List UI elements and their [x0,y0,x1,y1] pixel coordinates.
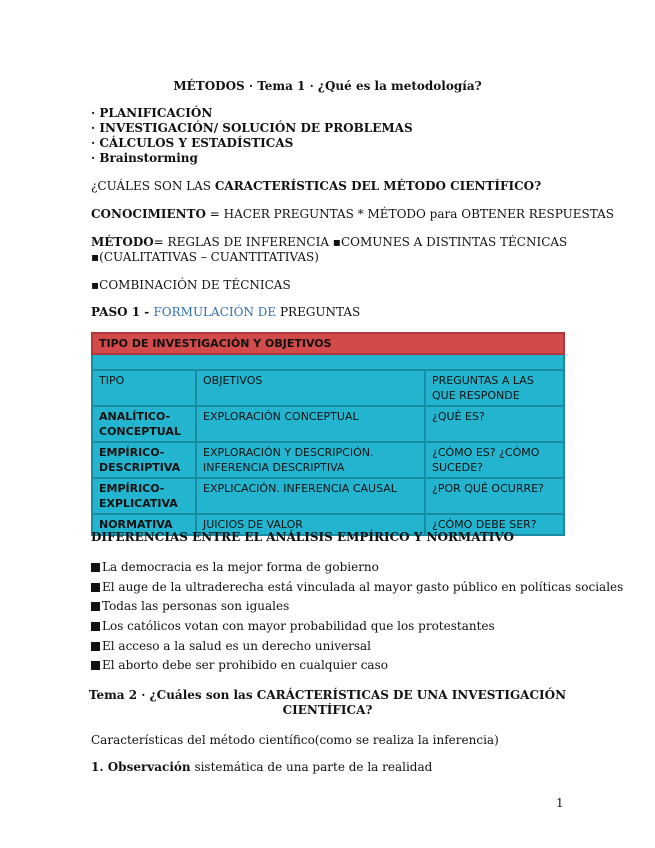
intro-item-3: · CÁLCULOS Y ESTADÍSTICAS [91,136,294,150]
column-header-objetivos: OBJETIVOS [196,370,425,406]
observacion-number: 1. [91,760,108,774]
cell-tipo: EMPÍRICO-EXPLICATIVA [92,478,196,514]
table-row [92,442,564,478]
metodo-label: MÉTODO [91,235,154,249]
cell-objetivos: EXPLORACIÓN Y DESCRIPCIÓN. INFERENCIA DESCRIPTIVA [196,442,425,478]
table-column-row [92,370,564,406]
tema2-heading-line-2: CIENTÍFICA? [282,703,373,717]
observacion-text: sistemática de una parte de la realidad [190,760,433,774]
caracteristicas-line: Características del método científico(como se realiza la inferencia) [91,733,499,747]
cell-preguntas: ¿CÓMO DEBE SER? [425,514,564,535]
cell-preguntas: ¿QUÉ ES? [425,406,564,442]
bullet-square-icon [91,642,100,651]
table-header-row [92,333,564,354]
question-prefix: ¿CUÁLES SON LAS [91,179,215,193]
paso1-blue-text: FORMULACIÓN DE [153,305,277,319]
cell-preguntas: ¿POR QUÉ OCURRE? [425,478,564,514]
tema2-heading-line-1 [0,688,655,703]
tema2-prefix: Tema 2 · ¿Cuáles son las [88,688,257,702]
combinacion-line: ▪COMBINACIÓN DE TÉCNICAS [91,278,291,292]
list-item: El aborto debe ser prohibido en cualquier caso [91,658,388,673]
table-row [92,478,564,514]
paso1-label: PASO 1 - [91,305,154,319]
conocimiento-label: CONOCIMIENTO [91,207,206,221]
cell-tipo: ANALÍTICO-CONCEPTUAL [92,406,196,442]
paso1-rest: PREGUNTAS [276,305,361,319]
observacion-line [91,760,432,775]
bullet-square-icon [91,602,100,611]
cell-preguntas: ¿CÓMO ES? ¿CÓMO SUCEDE? [425,442,564,478]
cell-tipo: EMPÍRICO-DESCRIPTIVA [92,442,196,478]
table-row [92,406,564,442]
cell-objetivos: JUICIOS DE VALOR [196,514,425,535]
bullet-square-icon [91,622,100,631]
diferencias-title: DIFERENCIAS ENTRE EL ANÁLISIS EMPÍRICO Y NORMATIVO [91,530,514,544]
cell-objetivos: EXPLICACIÓN. INFERENCIA CAUSAL [196,478,425,514]
page-title: MÉTODOS · Tema 1 · ¿Qué es la metodología? [173,79,482,93]
question-bold: CARACTERÍSTICAS DEL MÉTODO CIENTÍFICO? [214,179,542,193]
list-item: La democracia es la mejor forma de gobierno [91,560,379,575]
page-number: 1 [556,796,564,810]
bullet-square-icon [91,661,100,670]
intro-item-2: · INVESTIGACIÓN/ SOLUCIÓN DE PROBLEMAS [91,121,413,135]
list-item: Los católicos votan con mayor probabilidad que los protestantes [91,619,495,634]
cell-tipo: NORMATIVA [92,514,196,535]
paso1-heading [91,305,360,320]
list-item: Todas las personas son iguales [91,599,289,614]
intro-item-1: · PLANIFICACIÓN [91,106,213,120]
conocimiento-line [91,207,614,222]
metodo-line-2: ▪(CUALITATIVAS – CUANTITATIVAS) [91,250,319,264]
research-types-table [91,332,565,536]
cell-objetivos: EXPLORACIÓN CONCEPTUAL [196,406,425,442]
bullet-square-icon [91,583,100,592]
list-item: El acceso a la salud es un derecho universal [91,639,371,654]
table-header: TIPO DE INVESTIGACIÓN Y OBJETIVOS [92,333,564,354]
intro-item-4: · Brainstorming [91,151,198,165]
table-gap-row [92,354,564,370]
column-header-tipo: TIPO [92,370,196,406]
characteristics-question [91,179,541,194]
metodo-text: = REGLAS DE INFERENCIA ▪COMUNES A DISTINTAS TÉCNICAS [153,235,568,249]
metodo-line-1 [91,235,567,250]
bullet-square-icon [91,563,100,572]
tema2-bold: CARÁCTERÍSTICAS DE UNA INVESTIGACIÓN [256,688,567,702]
observacion-label: Observación [107,760,191,774]
column-header-preguntas: PREGUNTAS A LAS QUE RESPONDE [425,370,564,406]
list-item: El auge de la ultraderecha está vinculada al mayor gasto público en políticas sociales [91,580,623,595]
conocimiento-text: = HACER PREGUNTAS * MÉTODO para OBTENER RESPUESTAS [205,207,614,221]
